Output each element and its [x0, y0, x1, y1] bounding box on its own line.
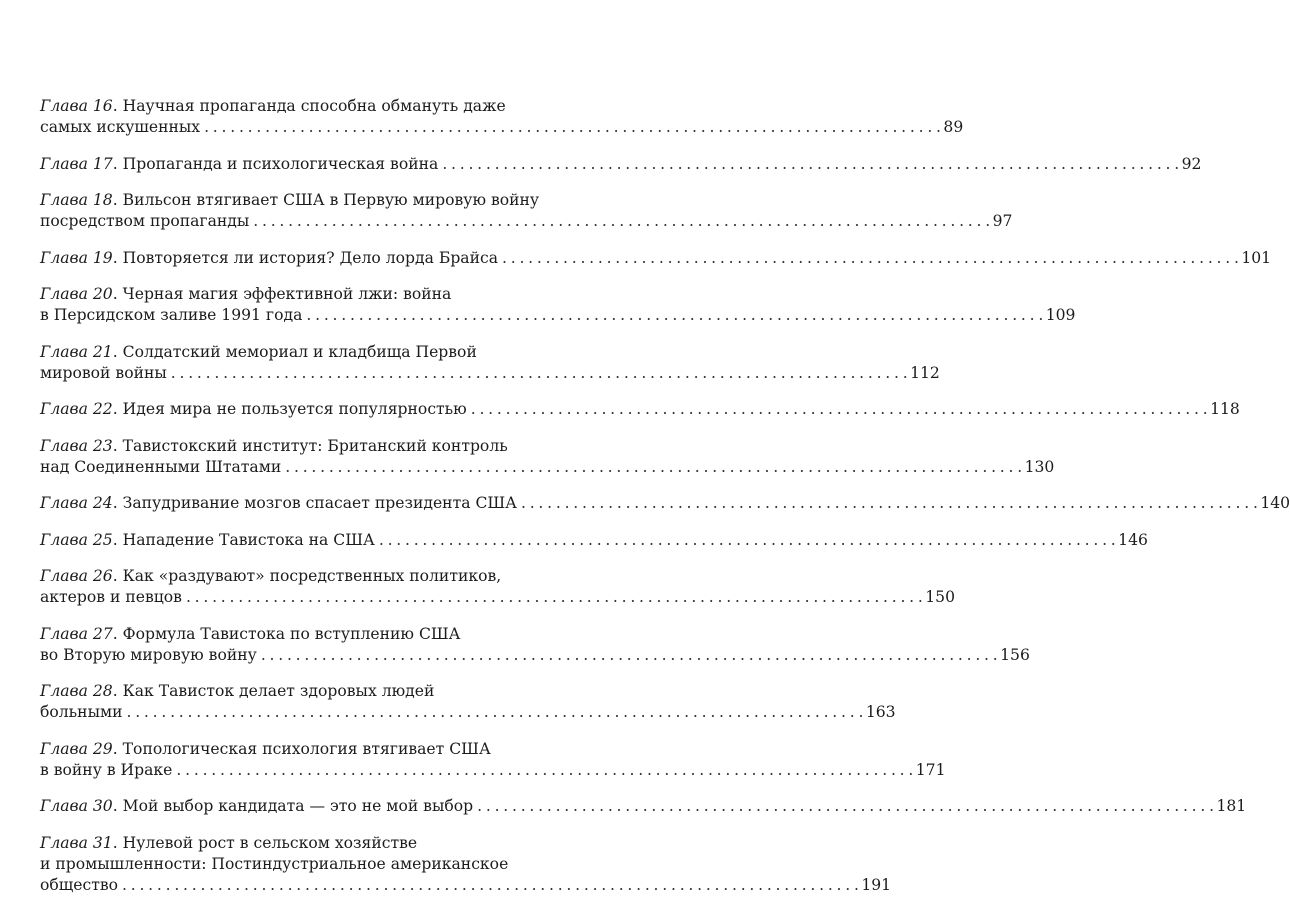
toc-entry[interactable]	[40, 833, 892, 896]
toc-line	[40, 702, 896, 723]
chapter-title: Черная магия эффективной лжи: война	[122, 285, 452, 303]
toc-line: Глава 23. Тавистокский институт: Британский контроль	[40, 436, 508, 455]
toc-line	[40, 457, 1055, 478]
chapter-label: Глава 26	[40, 567, 113, 585]
chapter-title: Нападение Тавистока на США	[122, 530, 375, 549]
toc-entry[interactable]	[40, 284, 1076, 326]
dot-leader	[123, 702, 866, 723]
chapter-label: Глава 24	[40, 494, 113, 512]
toc-line: Глава 17. Пропаганда и психологическая война . . . 92	[40, 154, 502, 175]
page-number: 156	[1000, 645, 1030, 664]
toc-line	[40, 875, 892, 896]
toc-line: Глава 30. Мой выбор кандидата — это не мой выбор . . . 181	[40, 796, 502, 817]
toc-line: Глава 31. Нулевой рост в сельском хозяйстве	[40, 833, 418, 852]
chapter-title: Топологическая психология втягивает США	[122, 739, 491, 758]
page-number: 97	[992, 212, 1013, 230]
chapter-title: Научная пропаганда способна обмануть даже	[122, 97, 506, 115]
dot-leader	[302, 305, 1045, 326]
page-number: 92	[1181, 154, 1202, 173]
chapter-label: Глава 20	[40, 285, 113, 303]
page-number: 130	[1024, 457, 1055, 476]
toc-line: Глава 29. Топологическая психология втягивает США	[40, 739, 491, 758]
dot-leader	[200, 117, 943, 138]
dot-leader	[257, 645, 1000, 666]
chapter-label: Глава 17	[40, 154, 113, 173]
chapter-label: Глава 28	[40, 682, 113, 700]
dot-leader	[467, 399, 1210, 420]
chapter-title: Повторяется ли история? Дело лорда Брайса	[122, 248, 499, 267]
toc-line: Глава 16. Научная пропаганда способна обмануть даже	[40, 97, 506, 115]
chapter-title: Мой выбор кандидата — это не мой выбор	[122, 797, 474, 815]
chapter-title: больными	[40, 703, 123, 721]
page-number: 89	[943, 118, 964, 136]
toc-line	[40, 645, 1030, 666]
toc-line: Глава 20. Черная магия эффективной лжи: война	[40, 285, 452, 303]
dot-leader	[438, 154, 1181, 175]
toc-line: Глава 24. Запудривание мозгов спасает президента США . . . 140	[40, 493, 502, 514]
chapter-label: Глава 23	[40, 436, 113, 455]
chapter-title: Пропаганда и психологическая война	[122, 154, 439, 173]
toc-entry[interactable]	[40, 624, 1030, 666]
chapter-label: Глава 30	[40, 797, 113, 815]
chapter-title: Формула Тавистока по вступлению США	[122, 624, 461, 643]
chapter-title: Нулевой рост в сельском хозяйстве	[122, 833, 418, 852]
toc-line: Глава 19. Повторяется ли история? Дело лорда Брайса . . . 101	[40, 248, 502, 269]
chapter-title: Вильсон втягивает США в Первую мировую войну	[122, 191, 540, 209]
page-number: 101	[1241, 248, 1272, 267]
chapter-label: Глава 31	[40, 833, 113, 852]
chapter-title: в войну в Ираке	[40, 760, 173, 779]
chapter-title: Запудривание мозгов спасает президента США	[122, 494, 517, 512]
chapter-label: Глава 25	[40, 530, 113, 549]
dot-leader	[375, 530, 1118, 551]
toc-entry[interactable]	[40, 493, 1290, 514]
page-number: 150	[925, 588, 956, 606]
dot-leader	[167, 363, 910, 384]
chapter-label: Глава 16	[40, 97, 113, 115]
chapter-title: во Вторую мировую войну	[40, 645, 257, 664]
page-number: 171	[915, 760, 946, 779]
page-number: 140	[1260, 494, 1290, 512]
page-number: 181	[1216, 797, 1247, 815]
chapter-title: Солдатский мемориал и кладбища Первой	[122, 342, 477, 361]
chapter-title: и промышленности: Постиндустриальное американское	[40, 854, 509, 873]
toc-line	[40, 117, 964, 138]
chapter-title: над Соединенными Штатами	[40, 457, 282, 476]
chapter-label: Глава 18	[40, 191, 113, 209]
page-number: 146	[1118, 530, 1148, 549]
page-number: 112	[910, 363, 940, 382]
toc-line: Глава 18. Вильсон втягивает США в Первую мировую войну	[40, 191, 540, 209]
dot-leader	[182, 587, 925, 608]
chapter-title: Как Тависток делает здоровых людей	[122, 682, 435, 700]
chapter-title: мировой войны	[40, 363, 167, 382]
dot-leader	[118, 875, 861, 896]
chapter-title: Идея мира не пользуется популярностью	[122, 400, 467, 418]
page-number: 109	[1045, 306, 1076, 324]
page-number: 163	[865, 703, 896, 721]
toc-entry[interactable]	[40, 436, 1055, 478]
toc-entry[interactable]	[40, 796, 1247, 817]
toc-entry[interactable]	[40, 190, 1013, 232]
table-of-contents	[40, 96, 1290, 911]
page-number: 118	[1210, 400, 1240, 418]
toc-line	[40, 587, 956, 608]
toc-line: Глава 27. Формула Тавистока по вступлению США	[40, 624, 461, 643]
chapter-label: Глава 19	[40, 248, 113, 267]
toc-line: Глава 22. Идея мира не пользуется популярностью . . . 118	[40, 399, 502, 420]
toc-entry[interactable]	[40, 342, 940, 384]
toc-line: Глава 21. Солдатский мемориал и кладбища Первой	[40, 342, 477, 361]
toc-line: Глава 25. Нападение Тавистока на США . . . 146	[40, 530, 502, 551]
dot-leader	[517, 493, 1260, 514]
chapter-title: самых искушенных	[40, 118, 201, 136]
toc-line: Глава 28. Как Тависток делает здоровых людей	[40, 682, 435, 700]
toc-entry[interactable]	[40, 399, 1240, 420]
chapter-title: общество	[40, 875, 119, 894]
toc-entry[interactable]	[40, 154, 1202, 175]
chapter-title: посредством пропаганды	[40, 212, 250, 230]
toc-line	[40, 854, 509, 875]
chapter-label: Глава 21	[40, 342, 113, 361]
toc-line: Глава 26. Как «раздувают» посредственных политиков,	[40, 567, 502, 585]
toc-entry[interactable]	[40, 96, 964, 138]
page-number: 191	[861, 875, 892, 894]
toc-line	[40, 363, 940, 384]
dot-leader	[498, 248, 1241, 269]
chapter-label: Глава 27	[40, 624, 113, 643]
toc-line	[40, 760, 946, 781]
chapter-title: Как «раздувают» посредственных политиков,	[122, 567, 502, 585]
toc-entry[interactable]	[40, 681, 896, 723]
chapter-label: Глава 29	[40, 739, 113, 758]
chapter-title: Тавистокский институт: Британский контроль	[122, 436, 508, 455]
toc-line	[40, 211, 1013, 232]
dot-leader	[249, 211, 992, 232]
dot-leader	[281, 457, 1024, 478]
toc-line	[40, 305, 1076, 326]
chapter-title: актеров и певцов	[40, 588, 182, 606]
toc-entry[interactable]	[40, 739, 946, 781]
toc-entry[interactable]	[40, 530, 1148, 551]
dot-leader	[473, 796, 1216, 817]
toc-entry[interactable]	[40, 248, 1272, 269]
chapter-label: Глава 22	[40, 400, 113, 418]
dot-leader	[172, 760, 915, 781]
toc-entry[interactable]	[40, 566, 956, 608]
chapter-title: в Персидском заливе 1991 года	[40, 306, 303, 324]
